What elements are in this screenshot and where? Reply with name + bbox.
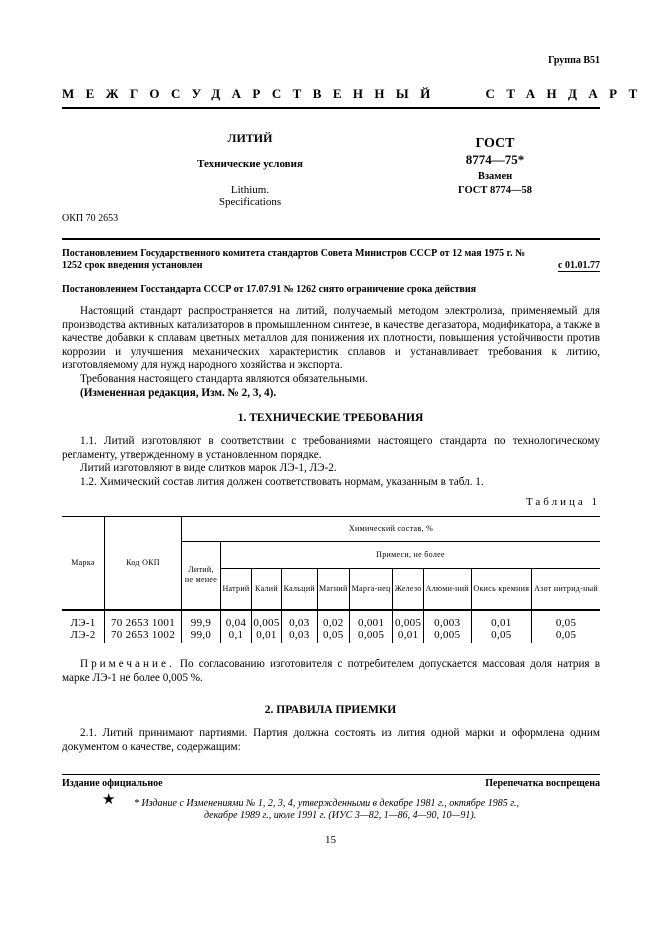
star-icon: ★ (102, 792, 116, 808)
header-magnesium: Магний (317, 569, 350, 610)
cell-mark: ЛЭ-1 ЛЭ-2 (70, 616, 96, 641)
gost-replaces: Взамен (477, 171, 513, 182)
footer-reprint: Перепечатка воспрещена (485, 778, 600, 789)
cell-manganese: 0,001 0,005 (350, 610, 393, 643)
header-iron: Железо (393, 569, 424, 610)
section-1-heading: 1. ТЕХНИЧЕСКИЕ ТРЕБОВАНИЯ (237, 412, 424, 424)
decree-1-date: с 01.01.77 (558, 260, 600, 271)
okp-code: ОКП 70 2653 (62, 213, 119, 224)
header-calcium: Кальций (282, 569, 317, 610)
cell-potassium: 0,005 0,01 (251, 610, 281, 643)
footer-official: Издание официальное (62, 778, 163, 789)
table-label: Таблица 1 (525, 496, 600, 508)
cell-nitride: 0,05 0,05 (532, 610, 600, 643)
title: ЛИТИЙ (227, 131, 273, 145)
header-manganese: Марга-нец (350, 569, 393, 610)
intro-mandatory: Требования настоящего стандарта являются обязательными. (80, 372, 368, 385)
title-block (180, 131, 320, 208)
chemical-composition-table (62, 516, 600, 643)
paragraph-1-2: 1.2. Химический состав лития должен соответствовать нормам, указанным в табл. 1. (80, 475, 484, 488)
footer-rule (62, 774, 600, 775)
header-potassium: Калий (251, 569, 281, 610)
cell-lithium: 99,9 99,0 (182, 610, 221, 643)
header-silica: Окись кремния (471, 569, 532, 610)
header-rule (62, 107, 600, 109)
title-en: Lithium. (230, 184, 270, 196)
decree-2: Постановлением Госстандарта СССР от 17.07.91 № 1262 снято ограничение срока действия (62, 284, 476, 295)
top-rule (62, 238, 600, 240)
amendment-note: (Измененная редакция, Изм. № 2, 3, 4). (80, 386, 277, 399)
header-impurities: Примеси, не более (221, 542, 601, 569)
decree-1: Постановлением Государственного комитета стандартов Совета Министров СССР от 12 мая 1975 г. № 1252 срок введения установлен (62, 248, 526, 271)
cell-silica: 0,01 0,05 (471, 610, 532, 643)
header-title: МЕЖГОСУДАРСТВЕННЫЙ СТАНДАРТ (62, 86, 649, 101)
header-mark: Марка (71, 557, 95, 567)
header-aluminium: Алюми-ний (424, 569, 472, 610)
header-okp: Код ОКП (105, 517, 182, 610)
section-2-heading: 2. ПРАВИЛА ПРИЕМКИ (264, 704, 397, 716)
cell-calcium: 0,03 0,03 (282, 610, 317, 643)
gost-block (440, 136, 550, 196)
header-chem: Химический состав, % (182, 517, 601, 542)
paragraph-2-1: 2.1. Литий принимают партиями. Партия должна состоять из лития одной марки и оформлена одним документом о качестве, содержащим: (62, 727, 600, 753)
section-1-body (62, 435, 600, 489)
header-sodium: Натрий (221, 569, 252, 610)
gost-old: ГОСТ 8774—58 (458, 185, 532, 196)
footnote-line-2: декабре 1989 г., июле 1991 г. (ИУС 3—82, 1—86, 4—90, 10—91). (204, 810, 477, 821)
subtitle-en: Specifications (218, 196, 282, 208)
paragraph-1-1b: Литий изготовляют в виде слитков марок ЛЭ-1, ЛЭ-2. (80, 462, 337, 475)
cell-aluminium: 0,003 0,005 (424, 610, 472, 643)
header-nitride: Азот нитрид-ный (532, 569, 600, 610)
header-lithium: Литий, не менее (182, 542, 221, 610)
footnote-line-1: * Издание с Изменениями № 1, 2, 3, 4, утвержденными в декабре 1981 г., октябре 1985 г., (134, 798, 519, 809)
note-label: Примечание. (80, 658, 175, 670)
gost-number: 8774—75* (465, 152, 525, 167)
page-number: 15 (325, 834, 336, 846)
subtitle: Технические условия (197, 158, 303, 170)
cell-iron: 0,005 0,01 (393, 610, 424, 643)
intro-section (62, 305, 600, 400)
cell-sodium: 0,04 0,1 (221, 610, 252, 643)
paragraph-1-1: 1.1. Литий изготовляют в соответствии с требованиями настоящего стандарта по технологическому регламенту, утвержденному в установленном порядке. (62, 435, 600, 461)
group-code: Группа В51 (548, 55, 600, 66)
gost-code: ГОСТ (475, 136, 515, 151)
cell-okp: 70 2653 1001 70 2653 1002 (105, 610, 182, 643)
note-text: По согласованию изготовителя с потребителем допускается массовая доля натрия в марке ЛЭ-1 не более 0,005 %. (62, 658, 601, 684)
cell-magnesium: 0,02 0,05 (317, 610, 350, 643)
intro-paragraph: Настоящий стандарт распространяется на литий, получаемый методом электролиза, применяемый для производства активных катализаторов в промышленном синтезе, в качестве дегазатора, модификатора, а также в качестве добавки к сплавам цветных металлов для понижения их плотности, повышения устойчивости против коррозии и улучшения механических характеристик сплавов и устанавливает требования к литию, изготовляемому для нужд народного хозяйства и экспорта. (62, 305, 600, 372)
table-note (62, 658, 600, 685)
